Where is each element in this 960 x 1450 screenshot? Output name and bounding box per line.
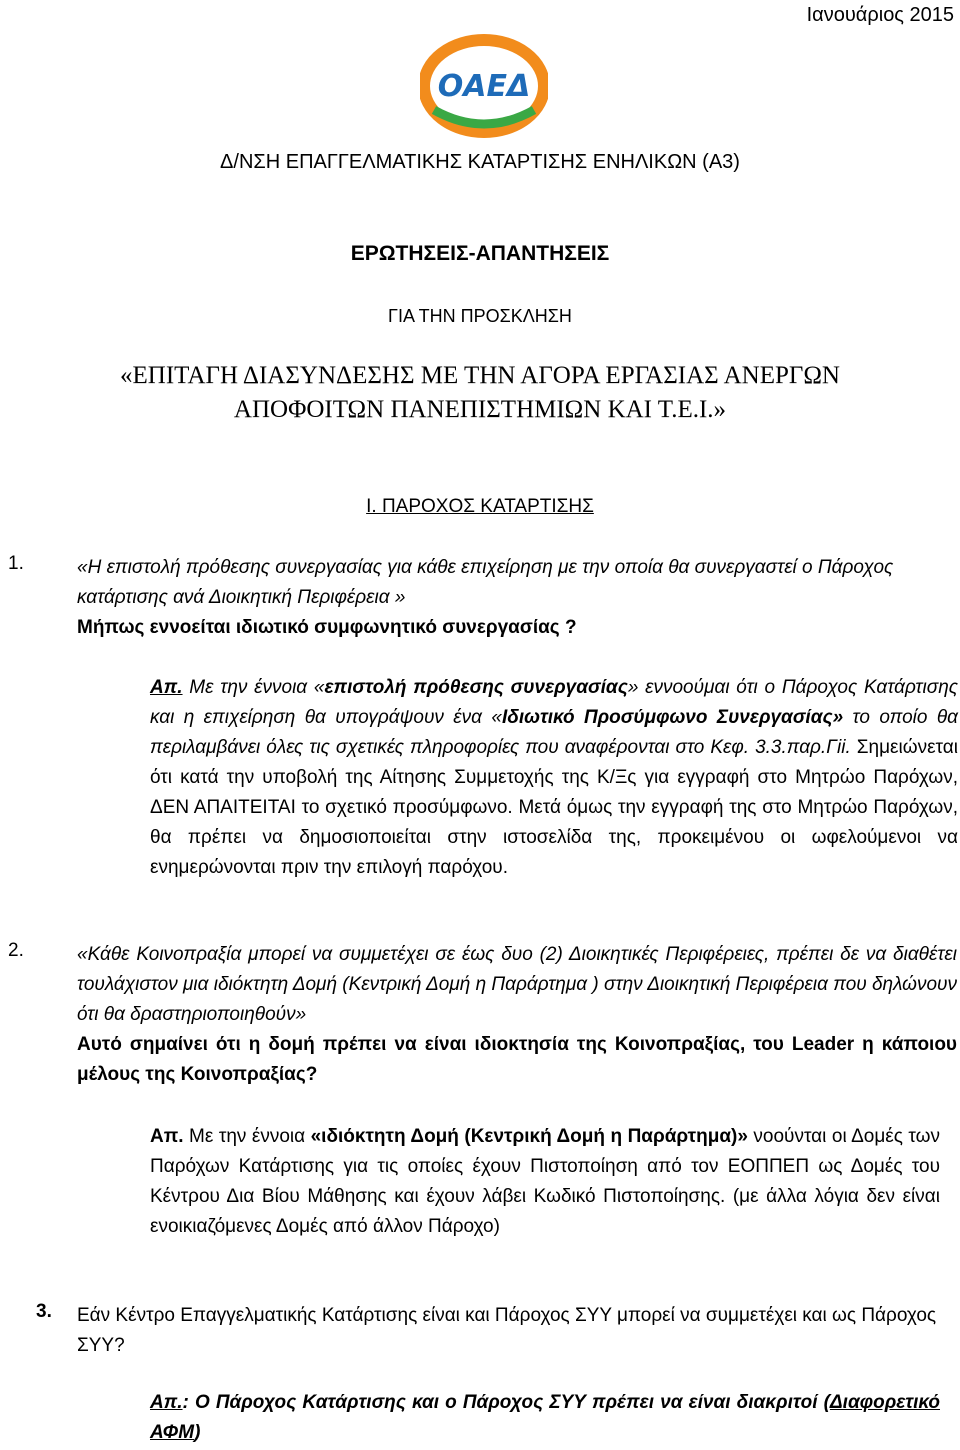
svg-text:ΟΑΕΔ: ΟΑΕΔ bbox=[437, 69, 531, 104]
directorate-name: Δ/ΝΣΗ ΕΠΑΓΓΕΛΜΑΤΙΚΗΣ ΚΑΤΑΡΤΙΣΗΣ ΕΝΗΛΙΚΩΝ (Α3) bbox=[220, 151, 740, 173]
answer-3: Απ.: Ο Πάροχος Κατάρτισης και ο Πάροχος ΣΥΥ πρέπει να είναι διακριτοί (Διαφορετικό ΑΦΜ) bbox=[150, 1392, 940, 1443]
answer-2: Απ. Με την έννοια «ιδιόκτητη Δομή (Κεντρική Δομή η Παράρτημα)» νοούνται οι Δομές των Παρόχων Κατάρτισης για τις οποίες έχουν Πιστοποίηση από τον ΕΟΠΠΕΠ ως Δομές του Κέντρου Δια Βίου Μάθησης και έχουν λάβει Κωδικό Πιστοποίησης. (με άλλα λόγια δεν είναι ενοικιαζόμενες Δομές από άλλον Πάροχο) bbox=[150, 1126, 940, 1237]
oaed-logo bbox=[420, 34, 548, 138]
answer-3-label: Απ. bbox=[150, 1392, 183, 1413]
question-2 bbox=[77, 940, 957, 1090]
question-1 bbox=[77, 553, 957, 643]
question-3-text: Εάν Κέντρο Επαγγελματικής Κατάρτισης είναι και Πάροχος ΣΥΥ μπορεί να συμμετέχει και ως Πάροχος ΣΥΥ? bbox=[77, 1305, 937, 1356]
question-1-number: 1. bbox=[8, 553, 24, 574]
section-heading: Ι. ΠΑΡΟΧΟΣ ΚΑΤΑΡΤΙΣΗΣ bbox=[366, 496, 594, 517]
answer-1-label: Απ. bbox=[150, 677, 183, 698]
question-1-text: Μήπως εννοείται ιδιωτικό συμφωνητικό συνεργασίας ? bbox=[77, 617, 577, 638]
document-date: Ιανουάριος 2015 bbox=[806, 4, 954, 26]
answer-1: Απ. Με την έννοια «επιστολή πρόθεσης συνεργασίας» εννοούμαι ότι ο Πάροχος Κατάρτισης και η επιχείρηση θα υπογράψουν ένα «Ιδιωτικό Προσύμφωνο Συνεργασίας» το οποίο θα περιλαμβάνει όλες τις σχετικές πληροφορίες που αναφέρονται στο Κεφ. 3.3.παρ.Γii. Σημειώνεται ότι κατά την υποβολή της Αίτησης Συμμετοχής της Κ/Ξς για εγγραφή στο Μητρώο Παρόχων, ΔΕΝ ΑΠΑΙΤΕΙΤΑΙ το σχετικό προσύμφωνο. Μετά όμως την εγγραφή της στο Μητρώο Παρόχων, θα πρέπει να δημοσιοποιείται στην ιστοσελίδα της, προκειμένου οι ωφελούμενοι να ενημερώνονται πριν την επιλογή παρόχου. bbox=[150, 677, 958, 878]
question-3-number: 3. bbox=[36, 1301, 52, 1322]
question-1-quote: «Η επιστολή πρόθεσης συνεργασίας για κάθε επιχείρηση με την οποία θα συνεργαστεί ο Πάροχος κατάρτισης ανά Διοικητική Περιφέρεια » bbox=[77, 557, 894, 608]
program-title-line1: «ΕΠΙΤΑΓΗ ΔΙΑΣΥΝΔΕΣΗΣ ΜΕ ΤΗΝ ΑΓΟΡΑ ΕΡΓΑΣΙΑΣ ΑΝΕΡΓΩΝ bbox=[120, 362, 840, 389]
invitation-label: ΓΙΑ ΤΗΝ ΠΡΟΣΚΛΗΣΗ bbox=[388, 306, 572, 326]
document-title: ΕΡΩΤΗΣΕΙΣ-ΑΠΑΝΤΗΣΕΙΣ bbox=[350, 242, 610, 265]
question-2-number: 2. bbox=[8, 940, 24, 961]
answer-2-label: Απ. bbox=[150, 1126, 184, 1147]
program-title-line2: ΑΠΟΦΟΙΤΩΝ ΠΑΝΕΠΙΣΤΗΜΙΩΝ ΚΑΙ Τ.Ε.Ι.» bbox=[233, 396, 727, 423]
question-2-quote: «Κάθε Κοινοπραξία μπορεί να συμμετέχει σε έως δυο (2) Διοικητικές Περιφέρειες, πρέπει δε να διαθέτει τουλάχιστον μια ιδιόκτητη Δομή (Κεντρική Δομή η Παράρτημα ) στην Διοικητική Περιφέρεια που δηλώνουν ότι θα δραστηριοποιηθούν» bbox=[77, 944, 957, 1025]
question-2-text: Αυτό σημαίνει ότι η δομή πρέπει να είναι ιδιοκτησία της Κοινοπραξίας, του Leader η κάποιου μέλους της Κοινοπραξίας? bbox=[77, 1034, 957, 1085]
